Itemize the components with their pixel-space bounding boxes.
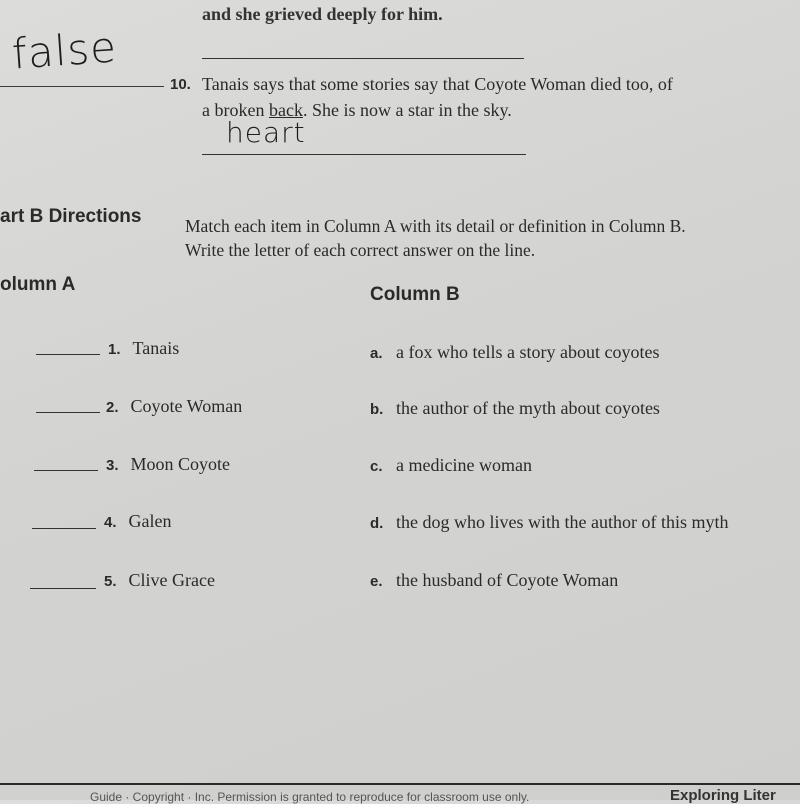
footer-copyright: Guide · Copyright · Inc. Permission is granted to reproduce for classroom use only. <box>90 790 530 804</box>
item-text: Galen <box>128 511 172 531</box>
q10-answer-line[interactable] <box>202 154 526 155</box>
column-b-item <box>370 342 659 363</box>
answer-blank-1[interactable] <box>36 354 100 355</box>
item-letter: a. <box>370 345 383 362</box>
q10-handwritten-answer: heart <box>226 116 306 149</box>
item-text: the husband of Coyote Woman <box>396 570 619 590</box>
column-a-item <box>108 338 179 359</box>
q9-answer-line[interactable] <box>202 58 524 59</box>
item-letter: c. <box>370 458 383 475</box>
column-b-item <box>370 455 532 476</box>
answer-blank-5[interactable] <box>30 588 96 589</box>
column-a-item <box>104 511 172 532</box>
column-b-item <box>370 512 728 533</box>
item-text: a fox who tells a story about coyotes <box>396 342 660 362</box>
item-letter: e. <box>370 573 383 590</box>
q9-handwritten-answer: false <box>10 22 119 79</box>
item-number: 2. <box>106 399 119 416</box>
column-a-item <box>106 454 230 475</box>
item-text: a medicine woman <box>396 455 532 475</box>
item-number: 5. <box>104 573 117 590</box>
answer-blank-3[interactable] <box>34 470 98 471</box>
item-text: the dog who lives with the author of this myth <box>396 512 729 532</box>
item-number: 1. <box>108 341 121 358</box>
footer-book-title: Exploring Liter <box>670 787 776 804</box>
column-a-item <box>106 396 242 417</box>
q10-number: 10. <box>170 76 191 93</box>
q10-line2-pre: a broken <box>202 100 269 120</box>
q9-left-rule <box>0 86 164 87</box>
column-b-header: Column B <box>370 284 460 305</box>
item-text: Moon Coyote <box>130 454 231 474</box>
directions-line2: Write the letter of each correct answer on the line. <box>185 240 536 260</box>
column-b-item <box>370 570 618 591</box>
column-b-item <box>370 398 660 419</box>
item-text: Clive Grace <box>128 570 215 590</box>
column-a-item <box>104 570 215 591</box>
item-text: the author of the myth about coyotes <box>396 398 660 418</box>
q10-underlined-word: back <box>268 100 303 120</box>
item-number: 3. <box>106 457 119 474</box>
q10-line1: Tanais says that some stories say that Coyote Woman died too, of <box>202 74 673 94</box>
item-text: Coyote Woman <box>130 396 243 416</box>
column-a-header: olumn A <box>0 274 76 295</box>
q10-line2-post: . She is now a star in the sky. <box>302 100 512 120</box>
answer-blank-4[interactable] <box>32 528 96 529</box>
q9-continuation: and she grieved deeply for him. <box>202 4 443 24</box>
item-letter: b. <box>370 401 384 418</box>
directions-line1: Match each item in Column A with its detail or definition in Column B. <box>185 216 686 236</box>
footer-rule <box>0 783 800 785</box>
item-number: 4. <box>104 514 117 531</box>
item-text: Tanais <box>132 338 180 358</box>
answer-blank-2[interactable] <box>36 412 100 413</box>
item-letter: d. <box>370 515 384 532</box>
part-b-heading: art B Directions <box>0 206 142 227</box>
